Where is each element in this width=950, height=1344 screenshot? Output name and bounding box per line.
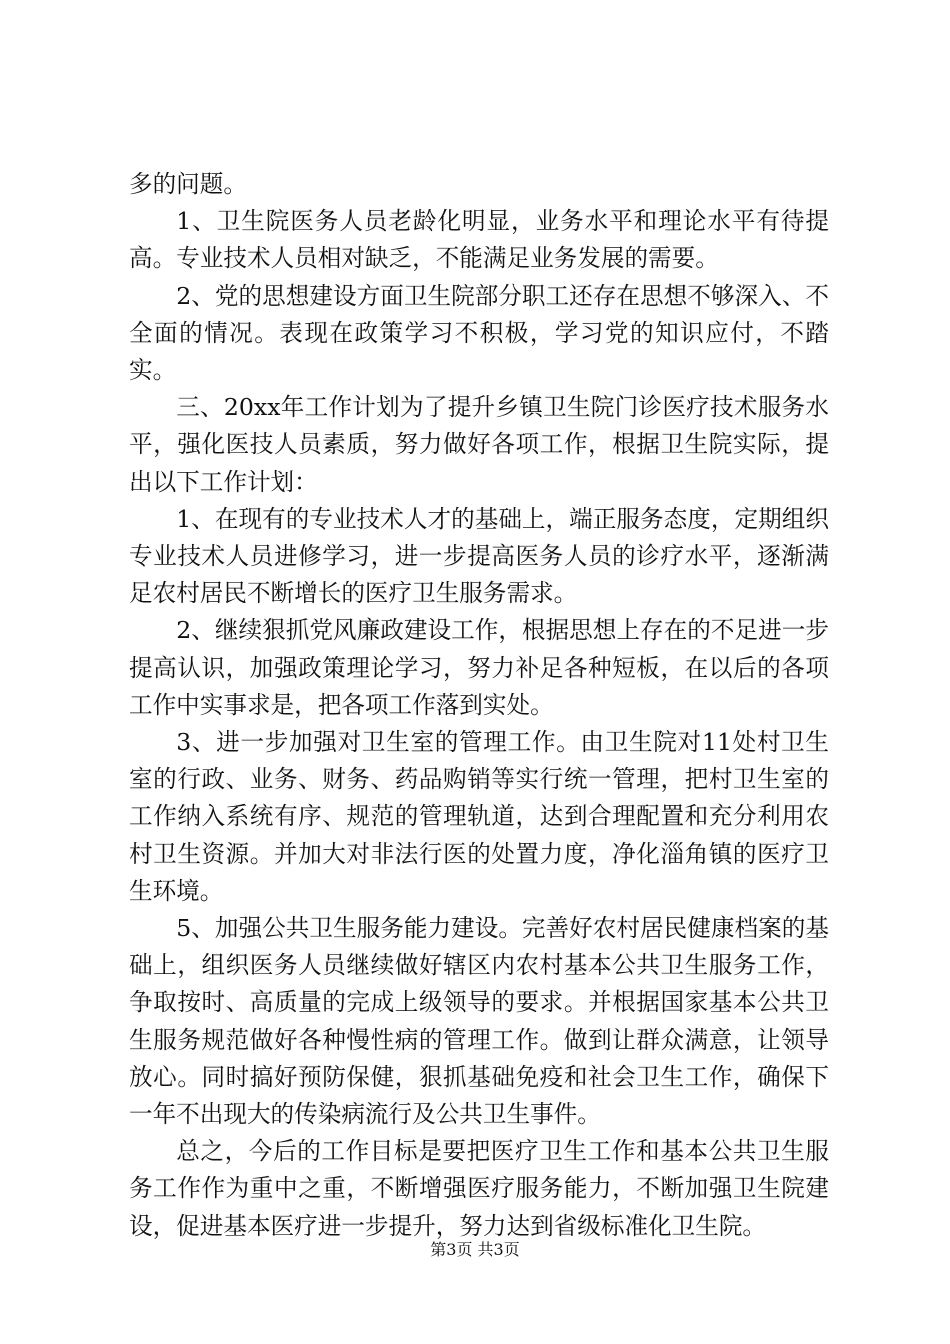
page-number-label: 第3页 共3页 <box>430 1240 520 1259</box>
paragraph-conclusion: 总之，今后的工作目标是要把医疗卫生工作和基本公共卫生服务工作作为重中之重，不断增强医疗服务能力，不断加强卫生院建设，促进基本医疗进一步提升，努力达到省级标准化卫生院。 <box>129 1137 829 1240</box>
paragraph-issue-1: 1、卫生院医务人员老龄化明显，业务水平和理论水平有待提高。专业技术人员相对缺乏，不能满足业务发展的需要。 <box>129 207 829 273</box>
paragraph-continuation: 多的问题。 <box>129 170 247 198</box>
paragraph-plan-2: 2、继续狠抓党风廉政建设工作，根据思想上存在的不足进一步提高认识，加强政策理论学习，努力补足各种短板，在以后的各项工作中实事求是，把各项工作落到实处。 <box>129 616 829 719</box>
paragraph-section-3-heading: 三、20xx年工作计划为了提升乡镇卫生院门诊医疗技术服务水平，强化医技人员素质，努力做好各项工作，根据卫生院实际，提出以下工作计划： <box>129 393 829 496</box>
document-body <box>129 166 829 1245</box>
paragraph-plan-1: 1、在现有的专业技术人才的基础上，端正服务态度，定期组织专业技术人员进修学习，进一步提高医务人员的诊疗水平，逐渐满足农村居民不断增长的医疗卫生服务需求。 <box>129 504 829 608</box>
paragraph-plan-5: 5、加强公共卫生服务能力建设。完善好农村居民健康档案的基础上，组织医务人员继续做好辖区内农村基本公共卫生服务工作，争取按时、高质量的完成上级领导的要求。并根据国家基本公共卫生服务规范做好各种慢性病的管理工作。做到让群众满意，让领导放心。同时搞好预防保健，狠抓基础免疫和社会卫生工作，确保下一年不出现大的传染病流行及公共卫生事件。 <box>129 914 829 1129</box>
paragraph-issue-2: 2、党的思想建设方面卫生院部分职工还存在思想不够深入、不全面的情况。表现在政策学习不积极，学习党的知识应付，不踏实。 <box>129 281 829 385</box>
paragraph-plan-3: 3、进一步加强对卫生室的管理工作。由卫生院对11处村卫生室的行政、业务、财务、药品购销等实行统一管理，把村卫生室的工作纳入系统有序、规范的管理轨道，达到合理配置和充分利用农村卫生资源。并加大对非法行医的处置力度，净化淄角镇的医疗卫生环境。 <box>129 728 829 905</box>
page-footer <box>0 1240 950 1260</box>
